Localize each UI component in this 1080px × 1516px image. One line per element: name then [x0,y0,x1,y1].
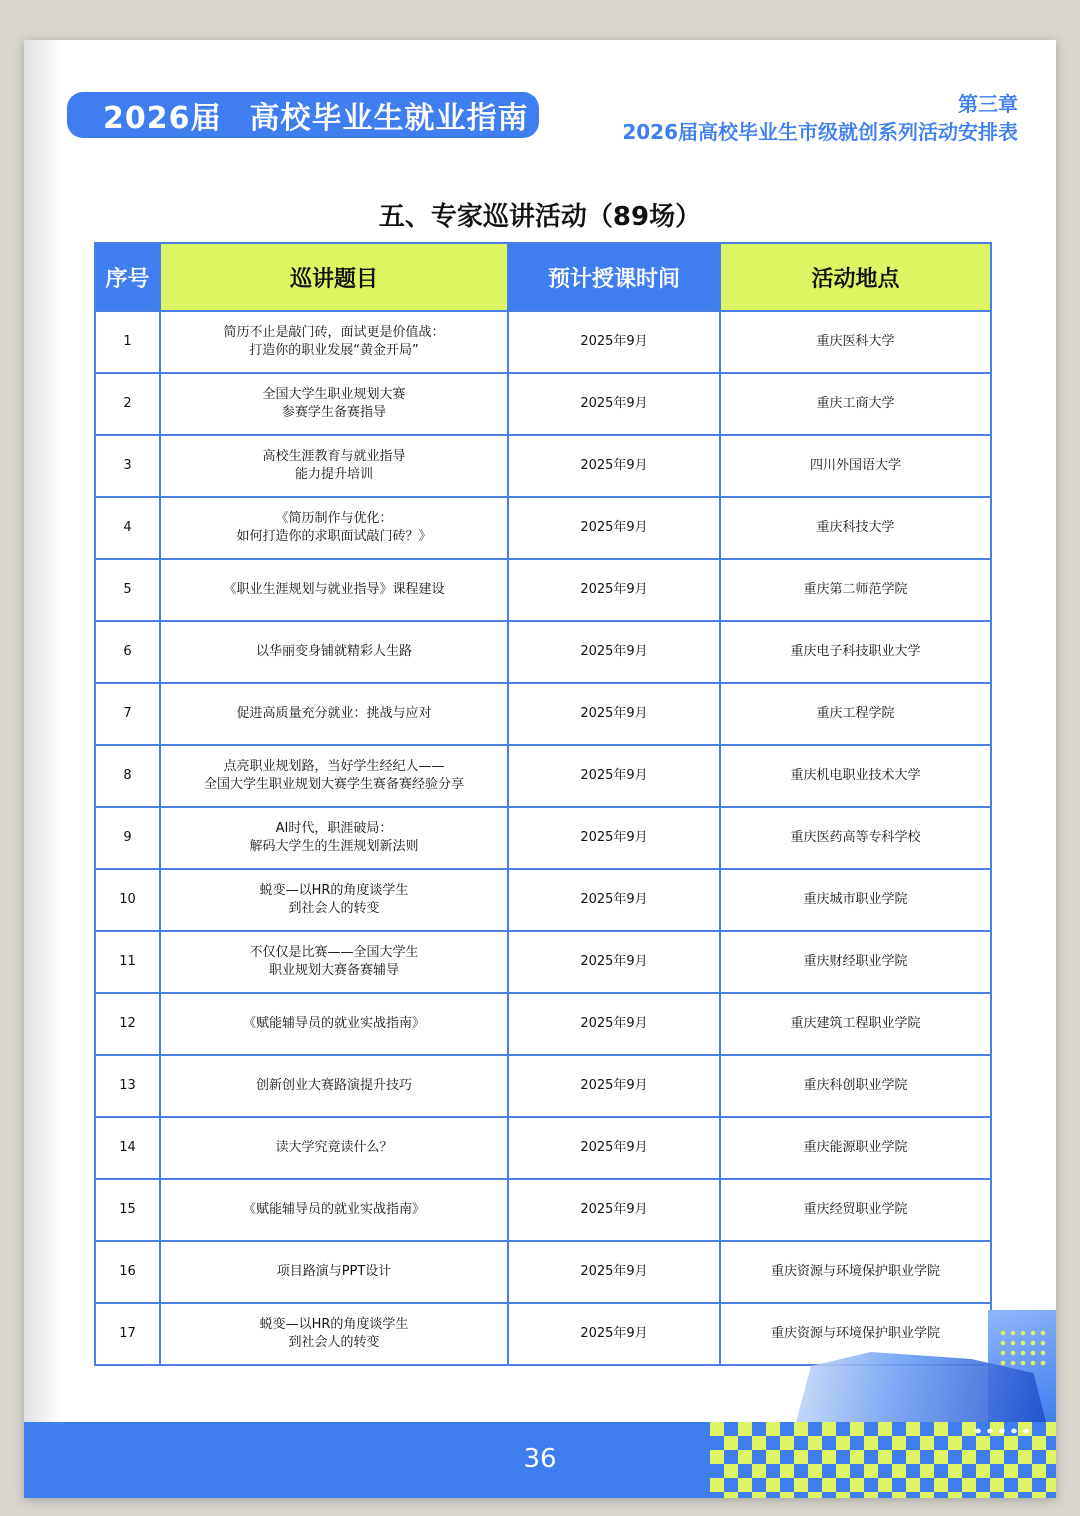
table-row [95,373,991,435]
column-header-topic: 巡讲题目 [160,243,508,311]
cell-place: 重庆资源与环境保护职业学院 [720,1241,991,1303]
table-header-row [95,243,991,311]
cell-time: 2025年9月 [508,435,720,497]
chapter-heading [622,90,1018,146]
cell-time: 2025年9月 [508,931,720,993]
topic-line: 如何打造你的求职面试敲门砖？》 [236,529,432,544]
table-row [95,745,991,807]
cell-no: 3 [95,435,160,497]
cell-time: 2025年9月 [508,683,720,745]
cell-no: 12 [95,993,160,1055]
cell-time: 2025年9月 [508,745,720,807]
cell-place: 重庆财经职业学院 [720,931,991,993]
topic-line: 到社会人的转变 [288,1335,380,1350]
cell-place: 重庆城市职业学院 [720,869,991,931]
cell-place: 重庆医药高等专科学校 [720,807,991,869]
topic-line: 《赋能辅导员的就业实战指南》 [242,1202,425,1217]
cell-time: 2025年9月 [508,807,720,869]
cell-topic [160,993,508,1055]
cell-no: 4 [95,497,160,559]
cell-topic [160,1241,508,1303]
cell-place: 重庆工程学院 [720,683,991,745]
cell-topic [160,559,508,621]
table-row [95,497,991,559]
topic-line: 蜕变—以HR的角度谈学生 [259,1317,409,1332]
cell-topic [160,311,508,373]
cell-place: 重庆机电职业技术大学 [720,745,991,807]
topic-line: 全国大学生职业规划大赛 [262,387,406,402]
activity-schedule-table [94,242,992,1366]
cell-place: 重庆第二师范学院 [720,559,991,621]
table-row [95,807,991,869]
cell-no: 7 [95,683,160,745]
cell-place: 重庆资源与环境保护职业学院 [720,1303,991,1365]
guide-title-banner [67,92,539,138]
cell-time: 2025年9月 [508,559,720,621]
cell-place: 重庆工商大学 [720,373,991,435]
topic-line: 能力提升培训 [294,467,373,482]
cell-no: 13 [95,1055,160,1117]
table-row [95,993,991,1055]
table-row [95,683,991,745]
table-row [95,435,991,497]
table-row [95,559,991,621]
table-row [95,869,991,931]
page-number: 36 [523,1444,557,1474]
cell-time: 2025年9月 [508,373,720,435]
chapter-label: 第三章 [958,92,1018,116]
topic-line: 项目路演与PPT设计 [276,1264,392,1279]
cell-topic [160,1303,508,1365]
cell-time: 2025年9月 [508,1179,720,1241]
table-row [95,621,991,683]
table-row [95,1241,991,1303]
column-header-time: 预计授课时间 [508,243,720,311]
cell-time: 2025年9月 [508,1055,720,1117]
cell-no: 16 [95,1241,160,1303]
topic-line: 解码大学生的生涯规划新法则 [249,839,419,854]
table-row [95,311,991,373]
cell-topic [160,497,508,559]
topic-line: 《简历制作与优化： [275,511,393,526]
page-footer [24,1422,1056,1498]
cell-time: 2025年9月 [508,869,720,931]
topic-line: 《赋能辅导员的就业实战指南》 [242,1016,425,1031]
cell-topic [160,1179,508,1241]
topic-line: 到社会人的转变 [288,901,380,916]
topic-line: 全国大学生职业规划大赛学生赛备赛经验分享 [203,777,464,792]
table-row [95,931,991,993]
topic-line: 不仅仅是比赛——全国大学生 [249,945,419,960]
cell-place: 重庆电子科技职业大学 [720,621,991,683]
cell-place: 重庆建筑工程职业学院 [720,993,991,1055]
decorative-dots [972,1426,1032,1436]
cell-no: 2 [95,373,160,435]
cell-no: 6 [95,621,160,683]
topic-line: 职业规划大赛备赛辅导 [268,963,399,978]
topic-line: 蜕变—以HR的角度谈学生 [259,883,409,898]
cell-topic [160,435,508,497]
chapter-subtitle: 2026届高校毕业生市级就创系列活动安排表 [622,120,1018,144]
cell-place: 四川外国语大学 [720,435,991,497]
cell-topic [160,869,508,931]
cell-topic [160,1117,508,1179]
topic-line: 创新创业大赛路演提升技巧 [255,1078,412,1093]
cell-time: 2025年9月 [508,311,720,373]
cell-no: 9 [95,807,160,869]
column-header-place: 活动地点 [720,243,991,311]
cell-no: 5 [95,559,160,621]
column-header-no: 序号 [95,243,160,311]
cell-no: 17 [95,1303,160,1365]
topic-line: 高校生涯教育与就业指导 [262,449,406,464]
cell-place: 重庆医科大学 [720,311,991,373]
topic-line: 点亮职业规划路，当好学生经纪人—— [223,759,445,774]
topic-line: 读大学究竟读什么？ [275,1140,393,1155]
cell-place: 重庆能源职业学院 [720,1117,991,1179]
cell-time: 2025年9月 [508,1117,720,1179]
cell-place: 重庆科技大学 [720,497,991,559]
cell-time: 2025年9月 [508,1303,720,1365]
cell-no: 10 [95,869,160,931]
table-body [95,311,991,1365]
cell-topic [160,807,508,869]
section-title: 五、专家巡讲活动（89场） [378,202,702,232]
table-row [95,1055,991,1117]
cell-topic [160,621,508,683]
topic-line: AI时代，职涯破局： [275,821,393,836]
topic-line: 打造你的职业发展“黄金开局” [249,343,419,358]
cell-time: 2025年9月 [508,1241,720,1303]
topic-line: 以华丽变身铺就精彩人生路 [255,644,412,659]
cell-topic [160,745,508,807]
guide-name: 高校毕业生就业指南 [249,101,529,136]
table-row [95,1179,991,1241]
cell-no: 8 [95,745,160,807]
topic-line: 简历不止是敲门砖，面试更是价值战： [223,325,445,340]
cell-topic [160,931,508,993]
guide-year: 2026届 [103,101,222,136]
topic-line: 《职业生涯规划与就业指导》课程建设 [223,582,445,597]
cell-place: 重庆经贸职业学院 [720,1179,991,1241]
document-page [24,40,1056,1498]
table-row [95,1117,991,1179]
cell-no: 14 [95,1117,160,1179]
cell-time: 2025年9月 [508,621,720,683]
cell-time: 2025年9月 [508,497,720,559]
cell-no: 15 [95,1179,160,1241]
cell-place: 重庆科创职业学院 [720,1055,991,1117]
cell-topic [160,373,508,435]
cell-no: 11 [95,931,160,993]
cell-no: 1 [95,311,160,373]
topic-line: 促进高质量充分就业：挑战与应对 [236,706,432,721]
cell-time: 2025年9月 [508,993,720,1055]
topic-line: 参赛学生备赛指导 [281,405,386,420]
cell-topic [160,683,508,745]
cell-topic [160,1055,508,1117]
